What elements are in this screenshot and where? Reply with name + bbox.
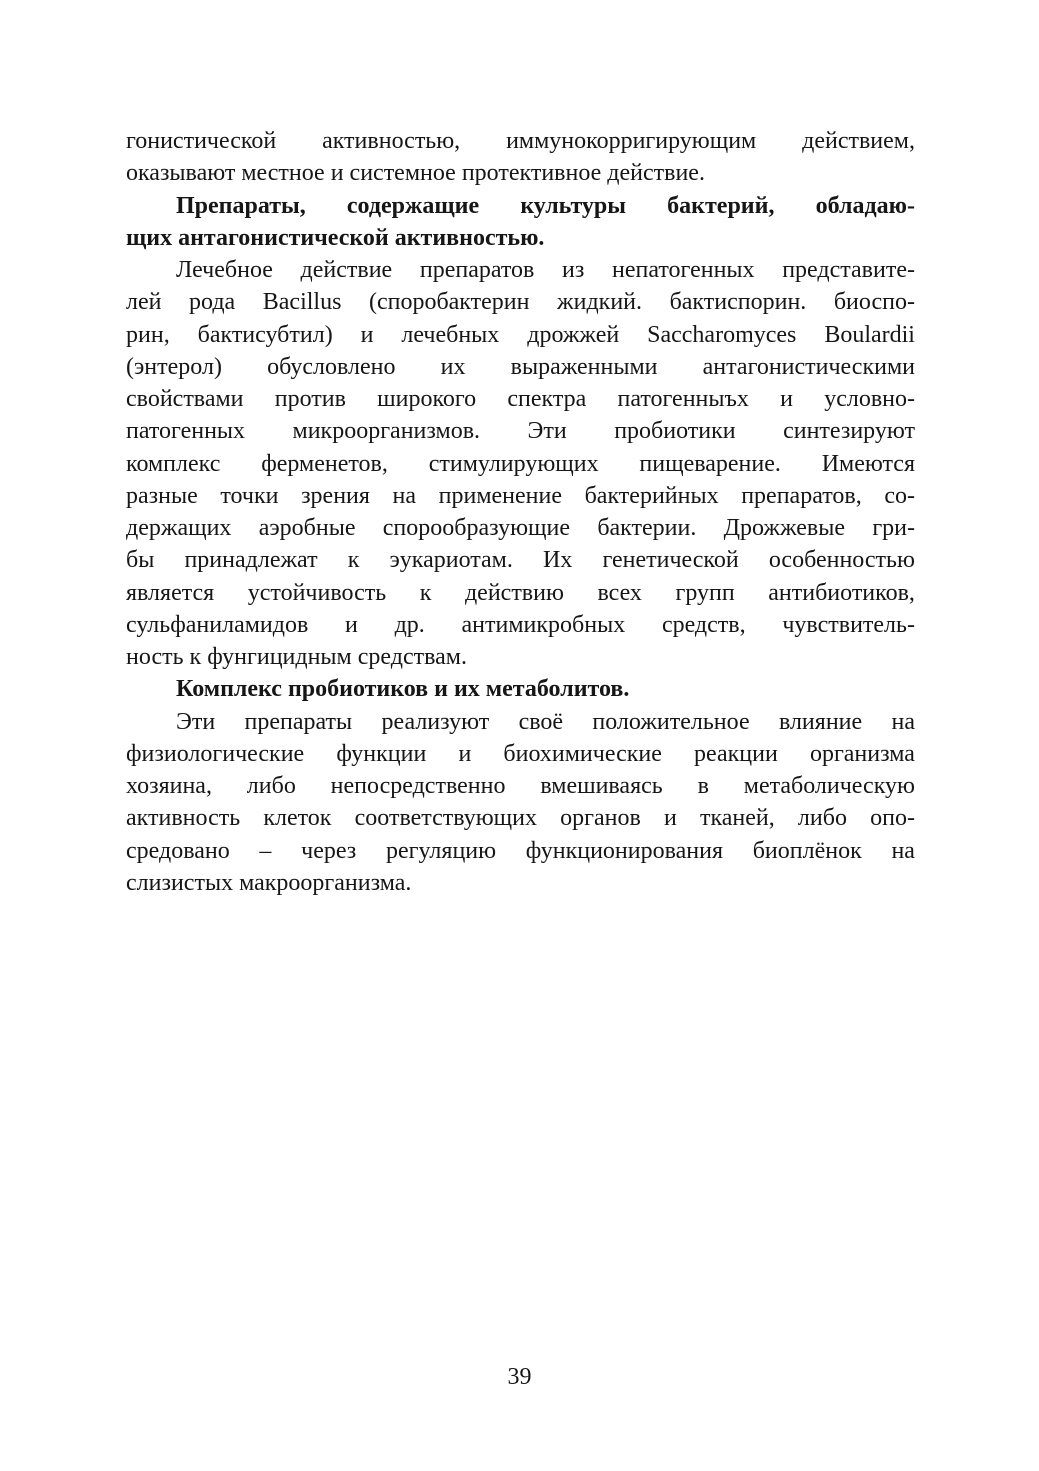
text-line: комплекс ферменетов, стимулирующих пищеварение. Имеются <box>126 450 915 477</box>
text-line: средовано – через регуляцию функционирования биоплёнок на <box>126 837 915 864</box>
text-line: является устойчивость к действию всех групп антибиотиков, <box>126 579 915 606</box>
body-text <box>126 125 915 899</box>
text-line: рин, бактисубтил) и лечебных дрожжей Saccharomyces Boulardii <box>126 321 915 348</box>
text-line: разные точки зрения на применение бактерийных препаратов, со- <box>126 482 915 509</box>
text-line: активность клеток соответствующих органов и тканей, либо опо- <box>126 805 915 832</box>
text-line: свойствами против широкого спектра патогенныъх и условно- <box>126 386 915 412</box>
text-line: слизистых макроорганизма. <box>126 869 412 896</box>
text-line: держащих аэробные спорообразующие бактерии. Дрожжевые гри- <box>126 515 915 541</box>
text-line: оказывают местное и системное протективное действие. <box>126 160 705 187</box>
text-line: сульфаниламидов и др. антимикробных средств, чувствитель- <box>126 611 915 638</box>
text-line: лей рода Bacillus (споробактерин жидкий. бактиспорин. биоспо- <box>126 289 915 316</box>
page-number: 39 <box>507 1364 532 1390</box>
text-line: Лечебное действие препаратов из непатогенных представите- <box>176 257 915 283</box>
text-line: ность к фунгицидным средствам. <box>126 644 467 670</box>
text-line: бы принадлежат к эукариотам. Их генетической особенностью <box>126 547 915 574</box>
heading-line: щих антагонистической активностью. <box>126 224 545 251</box>
text-line: гонистической активностью, иммунокорригирующим действием, <box>126 128 915 154</box>
heading-line: Комплекс пробиотиков и их метаболитов. <box>176 676 630 703</box>
text-line: физиологические функции и биохимические реакции организма <box>126 740 915 767</box>
text-line: патогенных микроорганизмов. Эти пробиотики синтезируют <box>126 418 915 445</box>
text-line: (энтерол) обусловлено их выраженными антагонистическими <box>126 353 915 380</box>
text-line: Эти препараты реализуют своё положительное влияние на <box>176 708 915 735</box>
text-line: хозяина, либо непосредственно вмешиваясь в метаболическую <box>126 773 915 799</box>
heading-line: Препараты, содержащие культуры бактерий, обладаю- <box>176 192 915 219</box>
